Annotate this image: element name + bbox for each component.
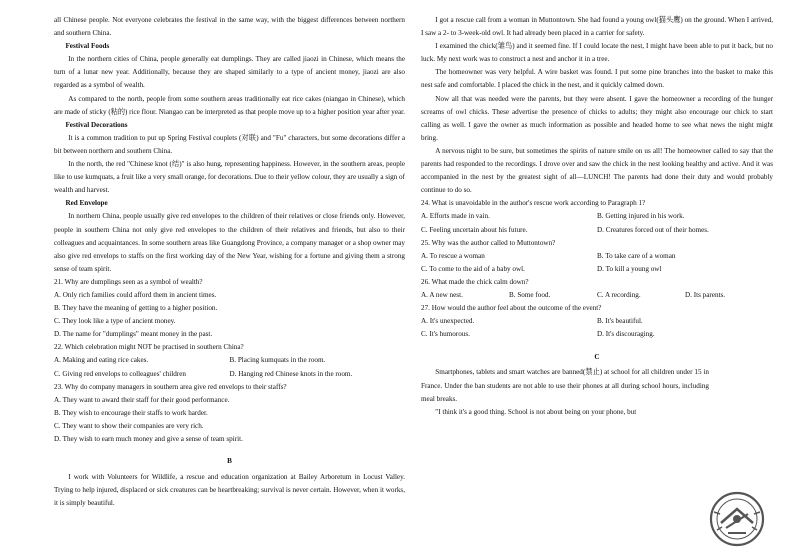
paragraph: In the northern cities of China, people generally eat dumplings. They are called jiaozi in Chinese, which means the turn of a lunar new year. Additionally, because they are shaped similarly to a type of ancient money, jiaozi are also regarded as a symbol of wealth. — [54, 55, 405, 90]
option[interactable]: B. They wish to encourage their staffs to work harder. — [54, 408, 208, 417]
option[interactable]: A. It's unexpected. — [421, 317, 475, 326]
option[interactable]: B. Some food. — [509, 290, 551, 299]
paragraph: I examined the chick(雏鸟) and it seemed fine. If I could locate the nest, I might have been able to put it back, but no luck. My next work was to construct a nest and anchor it in a tree. — [421, 42, 773, 64]
option[interactable]: A. Only rich families could afford them in ancient times. — [54, 290, 217, 299]
option[interactable]: B. They have the meaning of getting to a higher position. — [54, 304, 218, 313]
question-23: 23. Why do company managers in southern area give red envelops to their staffs? — [54, 382, 287, 391]
question-22: 22. Which celebration might NOT be practised in southern China? — [54, 343, 244, 352]
options-row — [421, 210, 773, 223]
options-row — [421, 328, 773, 341]
option[interactable]: C. They want to show their companies are very rich. — [54, 421, 204, 430]
options-row — [421, 263, 773, 276]
options-row — [421, 250, 773, 263]
option[interactable]: A. Efforts made in vain. — [421, 212, 490, 221]
question-21: 21. Why are dumplings seen as a symbol of wealth? — [54, 277, 203, 286]
question-24: 24. What is unavoidable in the author's rescue work according to Paragraph 1? — [421, 199, 646, 208]
option[interactable]: B. To take care of a woman — [597, 251, 676, 260]
option[interactable]: C. A recording. — [597, 290, 641, 299]
paragraph: It is a common tradition to put up Spring Festival couplets (对联) and "Fu" characters, but some decorations differ a bit between northern and southern China. — [54, 133, 405, 155]
paragraph: Smartphones, tablets and smart watches are banned(禁止) at school for all children under 15 in France. Under the ban students are not able to use their phones at all during school hours, including meal breaks. — [421, 368, 709, 403]
option[interactable]: D. Hanging red Chinese knots in the room. — [229, 369, 353, 378]
paragraph: Now all that was needed were the parents, but they were absent. I gave the homeowner a recording of the hunger screams of owl chicks. These advertise the presence of chicks to adults; they might also encourage our chick to start calling as well. I gave the owner as much information as possible and headed home to see what news the night might bring. — [421, 94, 773, 142]
option[interactable]: B. Placing kumquats in the room. — [229, 356, 326, 365]
option[interactable]: D. Creatures forced out of their homes. — [597, 225, 709, 234]
option[interactable]: A. They want to award their staff for their good performance. — [54, 395, 230, 404]
options-row — [421, 315, 773, 328]
section-b-heading: B — [227, 457, 232, 466]
options-row — [54, 368, 405, 381]
options-row — [421, 224, 773, 237]
option[interactable]: A. To rescue a woman — [421, 251, 485, 260]
paragraph: I work with Volunteers for Wildlife, a rescue and education organization at Bailey Arboretum in Locust Valley. Trying to help injured, displaced or sick creatures can be heartbreaking; survival is never certain. However, when it works, it is simply beautiful. — [54, 473, 405, 508]
option[interactable]: D. They wish to earn much money and give a sense of team spirit. — [54, 435, 243, 443]
school-emblem-icon — [708, 490, 766, 548]
red-envelope-heading: Red Envelope — [65, 199, 108, 208]
option[interactable]: D. The name for "dumplings" meant money in the past. — [54, 330, 213, 339]
festival-decorations-heading: Festival Decorations — [65, 120, 128, 129]
option[interactable]: A. Making and eating rice cakes. — [54, 356, 149, 365]
left-column — [54, 14, 405, 510]
option[interactable]: D. It's discouraging. — [597, 330, 655, 339]
option[interactable]: C. Feeling uncertain about his future. — [421, 225, 528, 234]
paragraph: "I think it's a good thing. School is not about being on your phone, but — [435, 407, 637, 416]
option[interactable]: C. Giving red envelops to colleagues' children — [54, 369, 186, 378]
paragraph: In northern China, people usually give red envelopes to the children of their relatives or close friends only. However, people in southern China not only give red envelopes to the children of their relatives and friends, but also to their colleagues and acquaintances. In some southern areas like Guangdong Province, a company manager or a shop owner may also give red envelops to staffs on the first working day of the New Year, wishing for a fortune and giving them a strong sense of team spirit. — [54, 212, 405, 273]
festival-foods-heading: Festival Foods — [65, 42, 110, 51]
paragraph: As compared to the north, people from some southern areas traditionally eat rice cakes (niangao in Chinese), which are made of sticky (粘的) rice flour. Niangao can be interpreted as that people move up to a higher position year after year. — [54, 94, 405, 116]
intro-paragraph: all Chinese people. Not everyone celebrates the festival in the same way, with the biggest differences between northern and southern China. — [54, 16, 405, 38]
option[interactable]: C. It's humorous. — [421, 330, 470, 339]
question-27: 27. How would the author feel about the outcome of the event? — [421, 304, 602, 313]
section-c-heading: C — [594, 353, 600, 362]
option[interactable]: D. Its parents. — [685, 290, 726, 299]
right-column — [421, 14, 773, 419]
option[interactable]: B. Getting injured in his work. — [597, 212, 685, 221]
option[interactable]: A. A new nest. — [421, 290, 463, 299]
options-row — [54, 354, 405, 367]
question-26: 26. What made the chick calm down? — [421, 277, 529, 286]
paragraph: The homeowner was very helpful. A wire basket was found. I put some pine branches into the basket to make this nest safe and comfortable. I placed the chick in the nest, and it quickly calmed down. — [421, 68, 773, 90]
option[interactable]: B. It's beautiful. — [597, 317, 643, 326]
option[interactable]: C. To come to the aid of a baby owl. — [421, 264, 525, 273]
option[interactable]: D. To kill a young owl — [597, 264, 662, 273]
options-row — [421, 289, 773, 302]
option[interactable]: C. They look like a type of ancient money. — [54, 317, 176, 326]
paragraph: In the north, the red "Chinese knot (结)" is also hung, representing happiness. However, in the southern areas, people like to use kumquats, a fruit like a very small orange, for decorations. Due to their yellow colour, they are usually a sign of wealth and harvest. — [54, 160, 405, 195]
paragraph: A nervous night to be sure, but sometimes the spirits of nature smile on us all! The homeowner called to say that the parents had responded to the recordings. I drove over and saw the chick in the nest looking healthy and active. And it was accompanied in the nest by the greatest sight of all—LUNCH! The parents had done their duty and would probably continue to do so. — [421, 146, 773, 195]
paragraph: I got a rescue call from a woman in Muttontown. She had found a young owl(猫头鹰) on the ground. When I arrived, I saw a 2- to 3-week-old owl. It had already been placed in a carrier for safety. — [421, 16, 773, 38]
question-25: 25. Why was the author called to Muttontown? — [421, 238, 556, 247]
